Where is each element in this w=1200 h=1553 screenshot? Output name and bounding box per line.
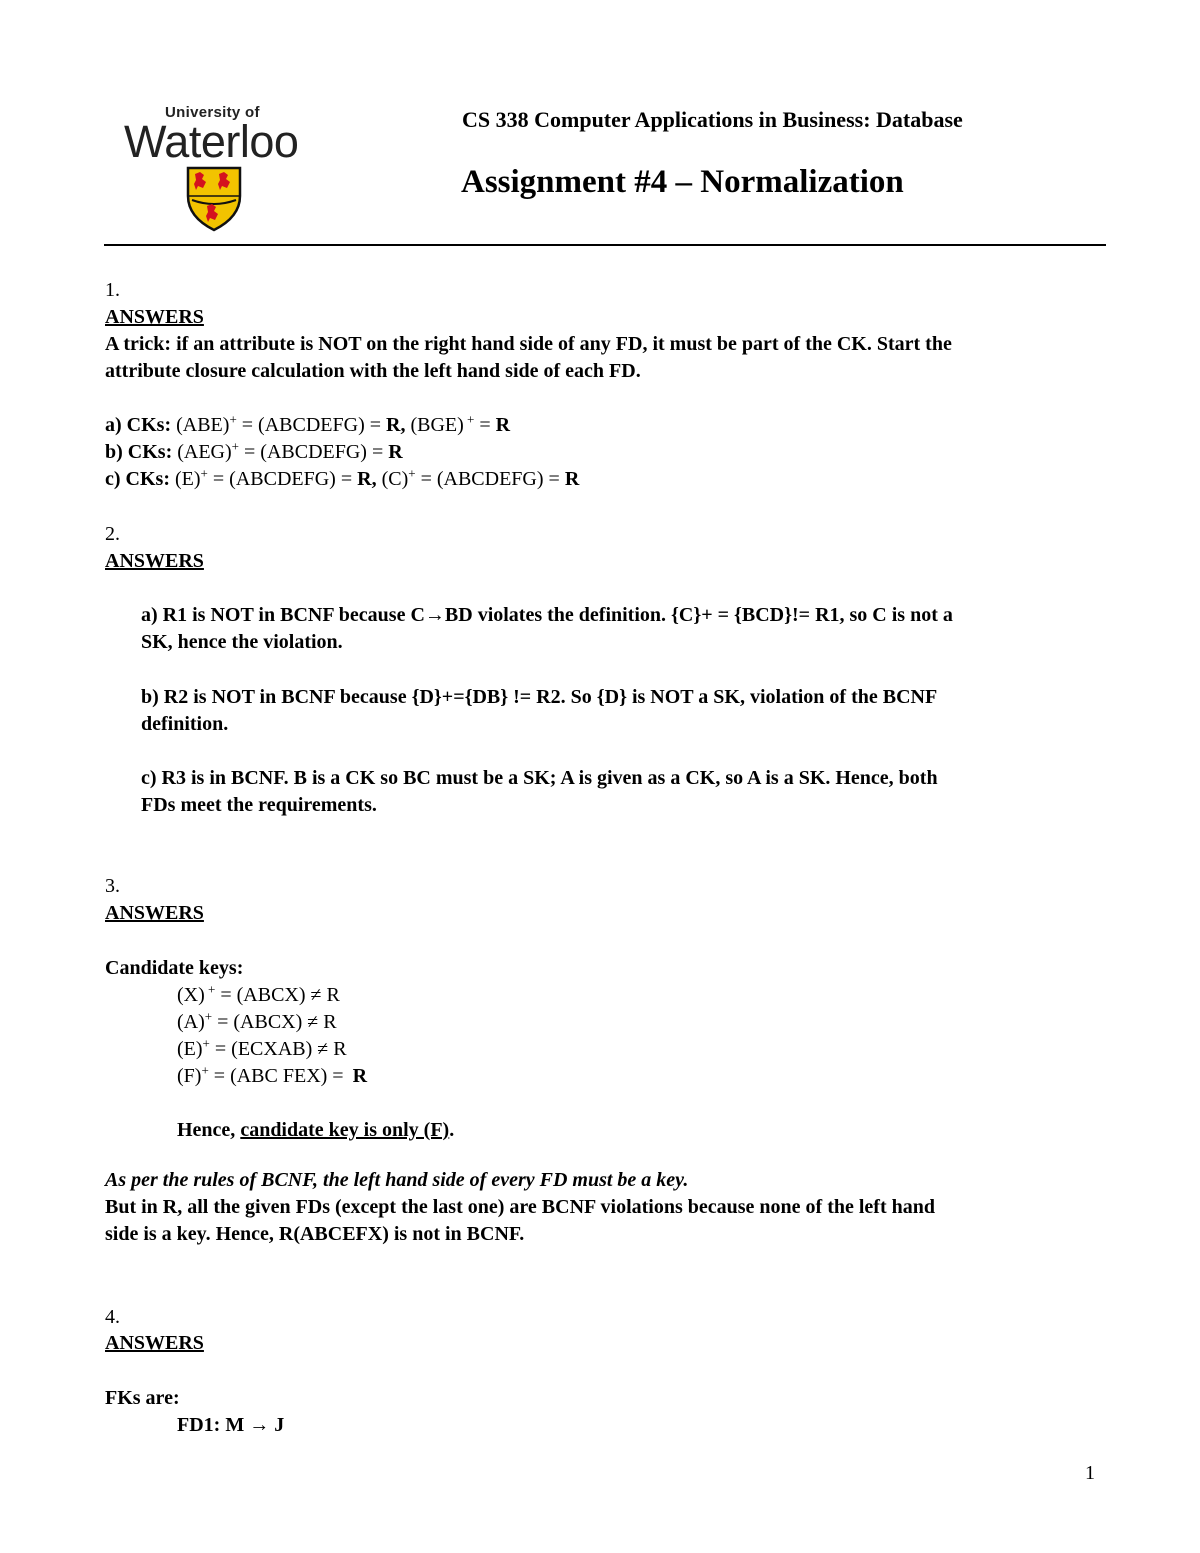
q1-a-sup2: + [463,411,475,427]
q4-fks-heading: FKs are: [105,1387,180,1409]
closure-r: R [352,1065,368,1087]
q3-closure-row [177,982,340,1009]
q2-number: 2. [105,523,120,545]
q1-c-mid2: = (ABCDEFG) = [415,468,565,490]
q3-but-line-1: But in R, all the given FDs (except the last one) are BCNF violations because none of the left hand [105,1196,935,1218]
hence-suffix: . [449,1119,455,1141]
assignment-title: Assignment #4 – Normalization [461,164,904,200]
university-crest-icon [186,166,242,232]
q1-b-mid1: = (ABCDEFG) = [239,441,389,463]
closure-rhs: = (ECXAB) ≠ R [209,1038,347,1060]
q2-a-line-2: SK, hence the violation. [141,631,343,653]
q3-closure-row [177,1063,367,1090]
q1-b-label: b) CKs: [105,441,173,463]
q1-c-r2: R [564,468,580,490]
q3-number: 3. [105,875,120,897]
q1-c-comma: , [371,468,382,490]
q4-answers-heading: ANSWERS [105,1332,204,1354]
q1-a-comma: , [400,414,411,436]
closure-rhs: = (ABC FEX) = [208,1065,349,1087]
q2-a-line-1: a) R1 is NOT in BCNF because C→BD violates the definition. {C}+ = {BCD}!= R1, so C is not a [141,604,953,626]
closure-lhs: (F) [177,1065,202,1087]
q1-b-r1: R [388,441,403,463]
q2-c-line-2: FDs meet the requirements. [141,794,377,816]
closure-sup: + [204,981,216,997]
q1-c-mid1: = (ABCDEFG) = [207,468,358,490]
header-divider [104,244,1106,246]
q1-a-mid1: = (ABCDEFG) = [236,414,387,436]
hence-candidate-key: candidate key is only (F) [240,1119,450,1141]
q1-answer-a [105,412,510,439]
logo-waterloo: Waterloo [124,116,299,167]
q1-trick-line-1: A trick: if an attribute is NOT on the right hand side of any FD, it must be part of the CK. Start the [105,333,952,355]
q3-closure-row [177,1036,347,1063]
closure-rhs: = (ABCX) ≠ R [212,1011,337,1033]
q3-hence-line [177,1117,454,1144]
closure-lhs: (A) [177,1011,205,1033]
q1-a-r1: R [386,414,401,436]
q1-answer-b [105,439,403,466]
q1-a-lhs2: (BGE) [410,414,464,436]
q3-bcnf-rule: As per the rules of BCNF, the left hand side of every FD must be a key. [105,1169,689,1191]
closure-sup: + [202,1035,210,1051]
q1-trick-line-2: attribute closure calculation with the left hand side of each FD. [105,360,641,382]
q2-b-line-2: definition. [141,713,229,735]
q1-a-label: a) CKs: [105,414,172,436]
closure-lhs: (X) [177,984,205,1006]
q1-number: 1. [105,279,120,301]
q1-b-lhs1: (AEG) [177,441,232,463]
q1-b-sup1: + [231,438,240,454]
q1-c-sup2: + [408,465,416,481]
q1-c-r1: R [357,468,372,490]
q4-number: 4. [105,1306,120,1328]
closure-rhs: = (ABCX) ≠ R [215,984,340,1006]
q3-answers-heading: ANSWERS [105,902,204,924]
q1-answer-c [105,466,579,493]
closure-sup: + [204,1008,213,1024]
closure-sup: + [201,1062,209,1078]
q1-a-sup1: + [229,411,237,427]
course-title: CS 338 Computer Applications in Business: Database [462,107,963,132]
q1-c-lhs2: (C) [381,468,409,490]
q3-candidate-keys-heading: Candidate keys: [105,957,244,979]
q3-closure-row [177,1009,337,1036]
q2-answers-heading: ANSWERS [105,550,204,572]
page-number: 1 [1085,1462,1095,1484]
q1-c-sup1: + [200,465,208,481]
q1-c-label: c) CKs: [105,468,170,490]
q1-a-lhs1: (ABE) [176,414,230,436]
q1-a-r2: R [495,414,511,436]
q2-c-line-1: c) R3 is in BCNF. B is a CK so BC must be a SK; A is given as a CK, so A is a SK. Hence, both [141,767,938,789]
q3-but-line-2: side is a key. Hence, R(ABCEFX) is not in BCNF. [105,1223,525,1245]
q4-fd1: FD1: M → J [177,1414,285,1436]
hence-prefix: Hence, [177,1119,241,1141]
closure-lhs: (E) [177,1038,203,1060]
q1-a-mid2: = [474,414,496,436]
logo-university-of: University of [165,104,260,121]
q1-c-lhs1: (E) [174,468,201,490]
q2-b-line-1: b) R2 is NOT in BCNF because {D}+={DB} != R2. So {D} is NOT a SK, violation of the BCNF [141,686,938,708]
q1-answers-heading: ANSWERS [105,306,204,328]
